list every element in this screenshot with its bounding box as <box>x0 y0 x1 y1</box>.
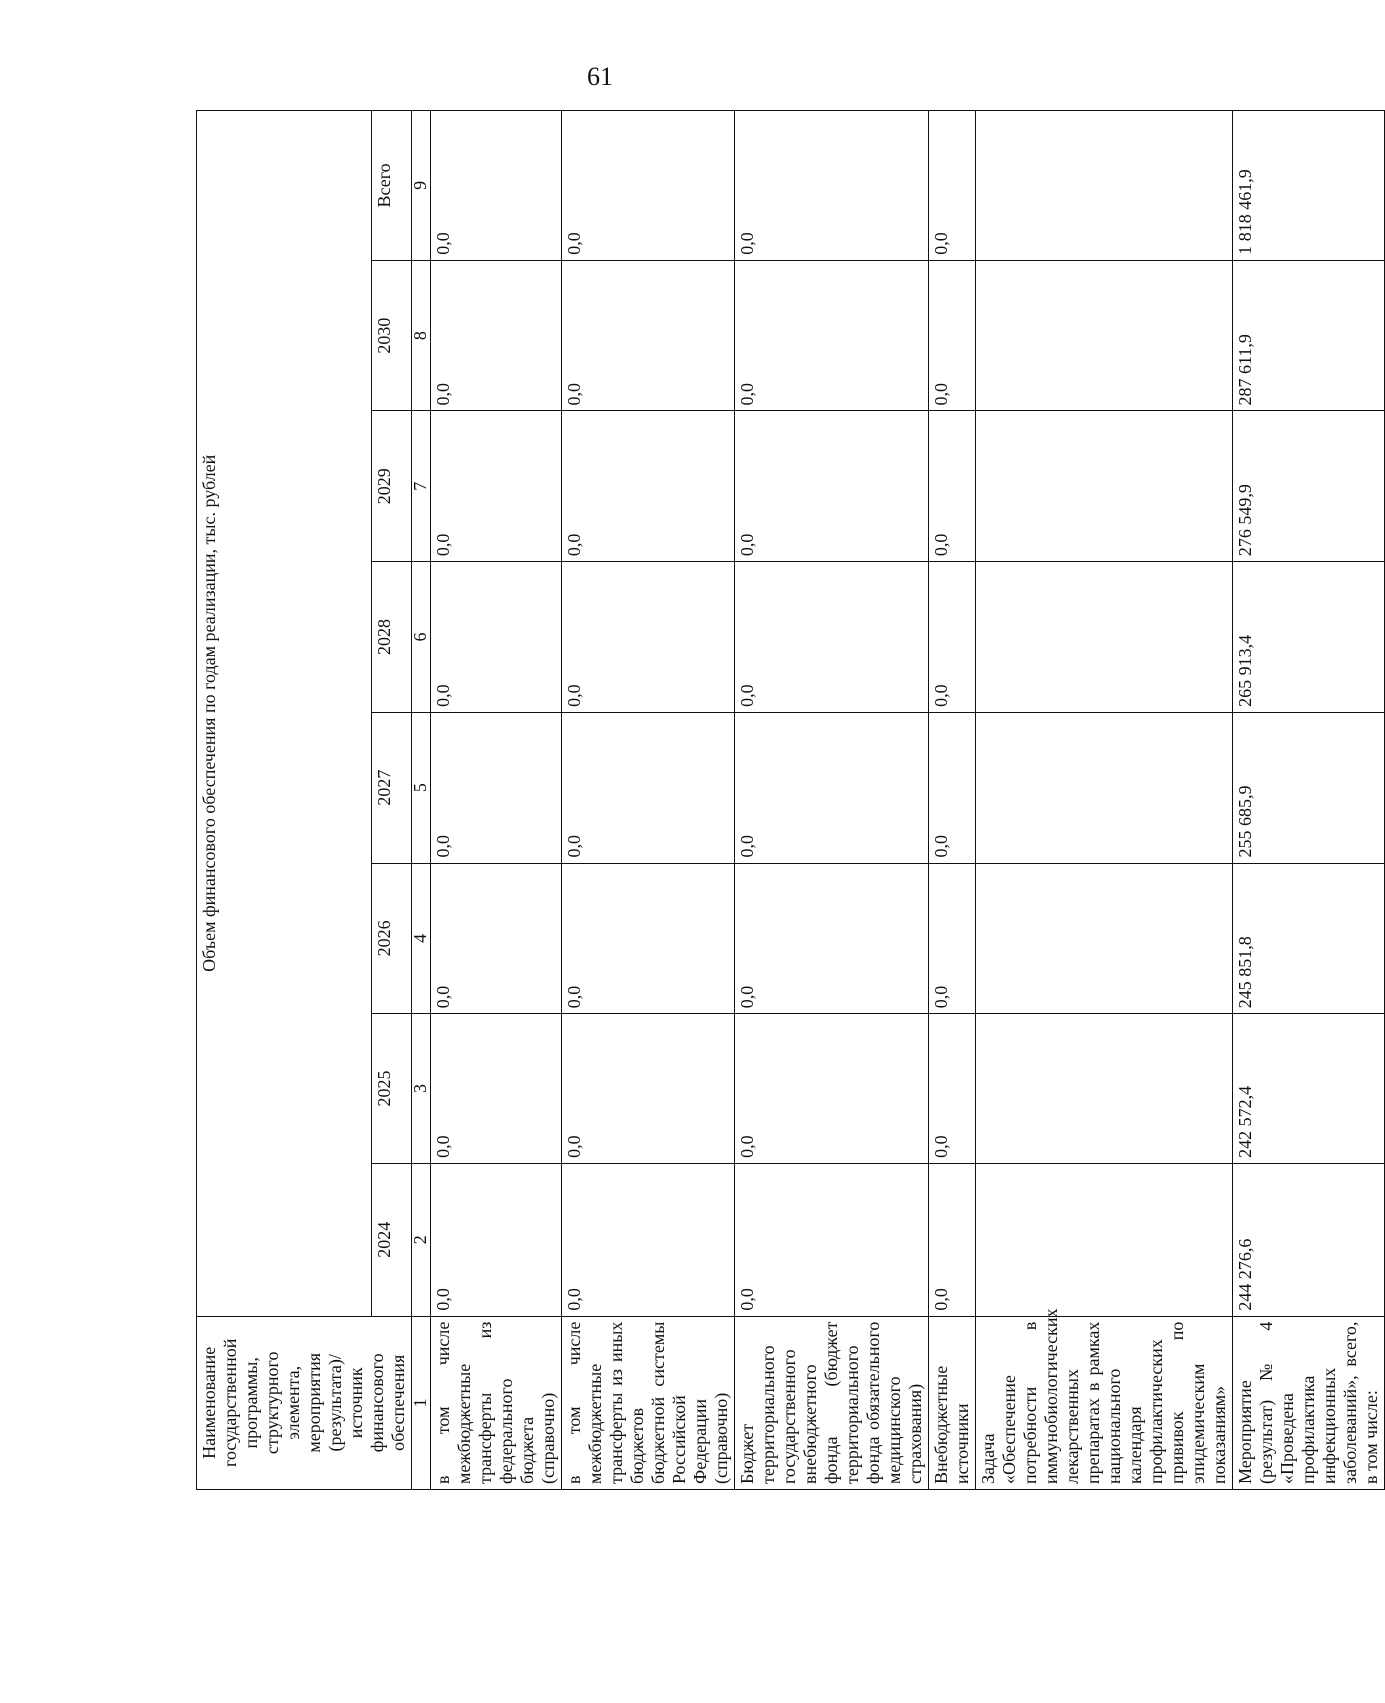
table-row <box>1233 111 1385 1490</box>
value-cell: 0,0 <box>735 712 929 863</box>
column-number: 6 <box>412 562 431 713</box>
column-number: 8 <box>412 260 431 411</box>
column-number: 2 <box>412 1163 431 1316</box>
value-cell: 0,0 <box>562 411 735 562</box>
value-cell: 276 549,9 <box>1233 411 1385 562</box>
row-name-cell: Мероприятие (результат) № 4 «Проведена профилактика инфекционных заболеваний», всего, в том числе: <box>1233 1316 1385 1489</box>
value-cell <box>976 260 1233 411</box>
value-cell <box>976 111 1233 261</box>
year-cell: 2027 <box>372 712 412 863</box>
value-cell: 0,0 <box>431 1014 562 1164</box>
header-name-cell: Наименование государственной программы, структурного элемента, мероприятия (результата)/источник финансового обеспечения <box>197 1316 412 1489</box>
value-cell: 0,0 <box>562 1163 735 1316</box>
year-cell: 2030 <box>372 260 412 411</box>
value-cell: 0,0 <box>929 411 976 562</box>
financing-table <box>196 110 1385 1490</box>
value-cell: 0,0 <box>735 562 929 713</box>
year-cell: Всего <box>372 111 412 261</box>
value-cell: 0,0 <box>431 111 562 261</box>
value-cell: 0,0 <box>562 863 735 1014</box>
row-name-cell: в том числе межбюджетные трансферты из федерального бюджета (справочно) <box>431 1316 562 1489</box>
value-cell: 0,0 <box>929 260 976 411</box>
value-cell: 0,0 <box>431 562 562 713</box>
table-row <box>735 111 929 1490</box>
value-cell: 287 611,9 <box>1233 260 1385 411</box>
year-cell: 2025 <box>372 1014 412 1164</box>
value-cell: 0,0 <box>929 712 976 863</box>
value-cell <box>976 1014 1233 1164</box>
table-row <box>976 111 1233 1490</box>
header-volume-cell: Объем финансового обеспечения по годам реализации, тыс. рублей <box>197 111 372 1317</box>
value-cell: 0,0 <box>562 562 735 713</box>
value-cell: 0,0 <box>562 111 735 261</box>
value-cell: 0,0 <box>929 111 976 261</box>
year-cell: 2026 <box>372 863 412 1014</box>
row-name-cell: в том числе межбюджетные трансферты из иных бюджетов бюджетной системы Российской Федерации (справочно) <box>562 1316 735 1489</box>
value-cell: 242 572,4 <box>1233 1014 1385 1164</box>
value-cell: 0,0 <box>431 863 562 1014</box>
value-cell: 0,0 <box>735 863 929 1014</box>
header-row-1 <box>197 111 372 1490</box>
column-number: 3 <box>412 1014 431 1164</box>
column-number: 1 <box>412 1316 431 1489</box>
year-cell: 2029 <box>372 411 412 562</box>
rotated-table-wrapper <box>196 110 1381 1490</box>
value-cell <box>976 411 1233 562</box>
value-cell <box>976 712 1233 863</box>
column-number: 4 <box>412 863 431 1014</box>
column-number: 7 <box>412 411 431 562</box>
value-cell: 1 818 461,9 <box>1233 111 1385 261</box>
table-row <box>929 111 976 1490</box>
value-cell: 265 913,4 <box>1233 562 1385 713</box>
rotated-table-container <box>196 110 1381 1490</box>
value-cell: 0,0 <box>431 411 562 562</box>
value-cell: 0,0 <box>929 863 976 1014</box>
value-cell: 0,0 <box>562 260 735 411</box>
column-number: 5 <box>412 712 431 863</box>
column-number: 9 <box>412 111 431 261</box>
value-cell: 245 851,8 <box>1233 863 1385 1014</box>
value-cell: 0,0 <box>929 1163 976 1316</box>
value-cell: 0,0 <box>562 712 735 863</box>
value-cell: 0,0 <box>929 562 976 713</box>
value-cell: 0,0 <box>929 1014 976 1164</box>
value-cell: 0,0 <box>735 260 929 411</box>
row-name-cell: Задача «Обеспечение потребности в иммунобиологических лекарственных препаратах в рамках национального календаря профилактических прививок по эпидемическим показаниям» <box>976 1316 1233 1489</box>
table-row <box>431 111 562 1490</box>
value-cell: 0,0 <box>562 1014 735 1164</box>
value-cell: 0,0 <box>431 1163 562 1316</box>
row-name-cell: Бюджет территориального государственного внебюджетного фонда (бюджет территориального фонда обязательного медицинского страхования) <box>735 1316 929 1489</box>
value-cell: 0,0 <box>735 1163 929 1316</box>
value-cell <box>976 1163 1233 1316</box>
value-cell: 255 685,9 <box>1233 712 1385 863</box>
value-cell: 0,0 <box>735 411 929 562</box>
page-number: 61 <box>587 62 613 91</box>
year-cell: 2024 <box>372 1163 412 1316</box>
value-cell: 0,0 <box>735 1014 929 1164</box>
value-cell: 0,0 <box>431 712 562 863</box>
value-cell: 244 276,6 <box>1233 1163 1385 1316</box>
column-number-row <box>412 111 431 1490</box>
value-cell <box>976 863 1233 1014</box>
value-cell: 0,0 <box>431 260 562 411</box>
header-row-years <box>372 111 412 1490</box>
value-cell: 0,0 <box>735 111 929 261</box>
value-cell <box>976 562 1233 713</box>
table-row <box>562 111 735 1490</box>
row-name-cell: Внебюджетные источники <box>929 1316 976 1489</box>
year-cell: 2028 <box>372 562 412 713</box>
